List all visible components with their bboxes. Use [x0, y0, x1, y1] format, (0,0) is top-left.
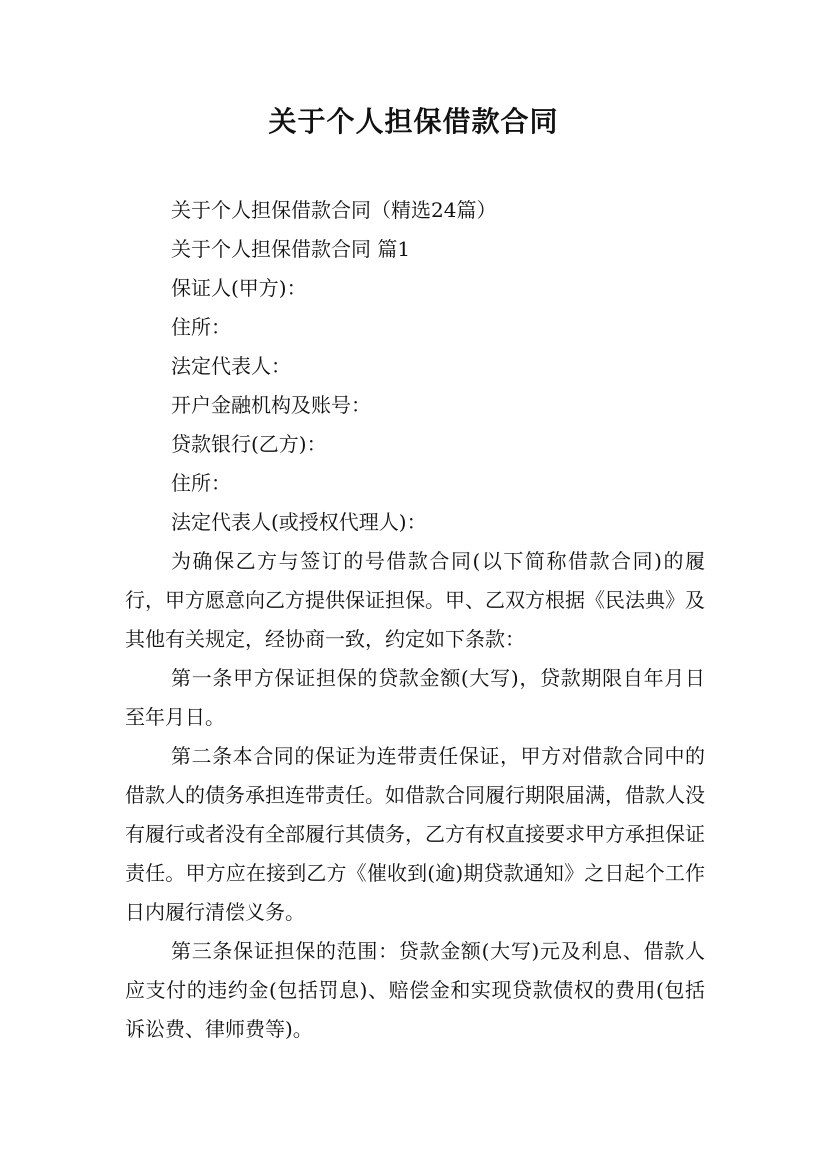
document-title: 关于个人担保借款合同	[268, 105, 559, 138]
lending-bank-field: 贷款银行(乙方)：	[171, 432, 327, 456]
guarantor-field: 保证人(甲方)：	[171, 276, 307, 300]
article-1-paragraph: 第一条甲方保证担保的贷款金额(大写)，贷款期限自年月日至年月日。	[125, 666, 705, 729]
article-3-paragraph: 第三条保证担保的范围：贷款金额(大写)元及利息、借款人应支付的违约金(包括罚息)、赔偿金和实现贷款债权的费用(包括诉讼费、律师费等)。	[125, 939, 705, 1041]
bank-address-field: 住所：	[171, 471, 231, 495]
intro-paragraph: 为确保乙方与签订的号借款合同(以下简称借款合同)的履行，甲方愿意向乙方提供保证担保。甲、乙双方根据《民法典》及其他有关规定，经协商一致，约定如下条款：	[125, 549, 705, 651]
authorized-agent-field: 法定代表人(或授权代理人)：	[171, 510, 427, 534]
document-body	[125, 191, 705, 1049]
address-field: 住所：	[171, 315, 231, 339]
bank-account-field: 开户金融机构及账号：	[171, 393, 371, 417]
legal-representative-field: 法定代表人：	[171, 354, 291, 378]
article-2-paragraph: 第二条本合同的保证为连带责任保证，甲方对借款合同中的借款人的债务承担连带责任。如借款合同履行期限届满，借款人没有履行或者没有全部履行其债务，乙方有权直接要求甲方承担保证责任。甲方应在接到乙方《催收到(逾)期贷款通知》之日起个工作日内履行清偿义务。	[125, 744, 705, 924]
subtitle-line: 关于个人担保借款合同（精选24篇）	[171, 198, 497, 222]
section-heading: 关于个人担保借款合同 篇1	[171, 237, 411, 261]
